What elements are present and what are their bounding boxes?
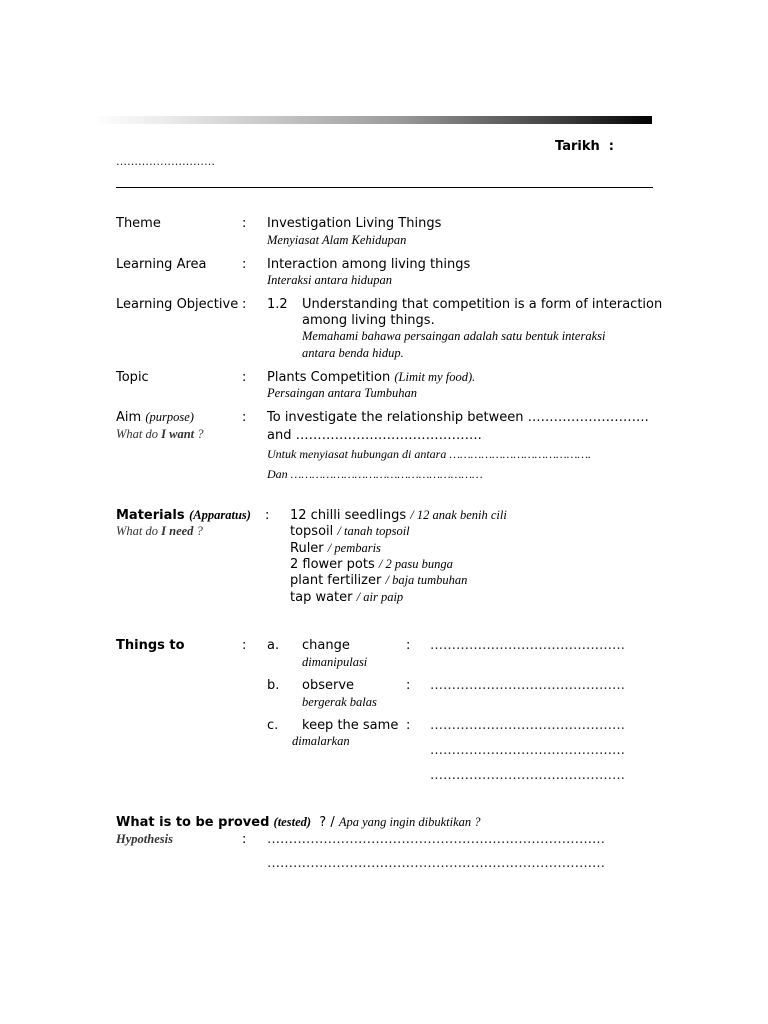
theme-label: Theme <box>116 216 161 231</box>
learning-objective-translation-line2: antara benda hidup. <box>302 346 404 360</box>
variable-answer-dots: ……………………………………… <box>430 768 625 783</box>
topic-value: Plants Competition (Limit my food). <box>267 370 476 385</box>
hypothesis-label: Hypothesis <box>116 832 173 846</box>
variable-colon: : <box>406 638 411 653</box>
variable-label: observe <box>302 678 355 693</box>
variable-answer-dots: ……………………………………… <box>430 638 625 653</box>
variable-colon: : <box>406 718 411 733</box>
learning-objective-translation-line1: Memahami bahawa persaingan adalah satu bentuk interaksi <box>302 329 606 343</box>
learning-area-colon: : <box>242 257 247 272</box>
learning-objective-value-line1: Understanding that competition is a form of interaction <box>302 297 663 312</box>
variable-label: change <box>302 638 350 653</box>
learning-area-label: Learning Area <box>116 257 207 272</box>
materials-label: Materials (Apparatus) <box>116 508 251 523</box>
learning-objective-label: Learning Objective <box>116 297 239 312</box>
theme-translation: Menyiasat Alam Kehidupan <box>267 233 407 247</box>
hypothesis-title: What is to be proved (tested) ? / Apa yang ingin dibuktikan ? <box>116 815 481 830</box>
aim-line2: and ……………………………………. <box>267 428 482 443</box>
header-divider <box>116 187 653 188</box>
date-dots: ……………………… <box>116 155 215 168</box>
material-item: plant fertilizer / baja tumbuhan <box>290 573 468 588</box>
variable-answer-dots: ……………………………………… <box>430 678 625 693</box>
variable-answer-dots: ……………………………………… <box>430 718 625 733</box>
material-item: 12 chilli seedlings / 12 anak benih cili <box>290 508 507 523</box>
topic-colon: : <box>242 370 247 385</box>
things-to-label: Things to <box>116 638 185 653</box>
variable-translation: dimanipulasi <box>302 655 368 669</box>
aim-colon: : <box>242 410 247 425</box>
topic-label: Topic <box>116 370 149 385</box>
materials-colon: : <box>265 508 270 523</box>
aim-sublabel: What do I want ? <box>116 427 204 441</box>
variable-letter: b. <box>267 678 280 693</box>
variable-answer-dots: ……………………………………… <box>430 743 625 758</box>
hypothesis-colon: : <box>242 832 247 847</box>
material-item: 2 flower pots / 2 pasu bunga <box>290 557 453 572</box>
theme-value: Investigation Living Things <box>267 216 442 231</box>
learning-objective-value-line2: among living things. <box>302 313 435 328</box>
material-item: Ruler / pembaris <box>290 541 381 556</box>
variable-translation: dimalarkan <box>292 734 350 748</box>
aim-line4: Dan ……………………………………………… <box>267 467 483 481</box>
date-label: Tarikh : <box>555 139 614 154</box>
aim-line1: To investigate the relationship between ………………………. <box>267 410 649 425</box>
variable-label: keep the same <box>302 718 399 733</box>
learning-objective-colon: : <box>242 297 247 312</box>
hypothesis-answer-line: …………………………………………………………………… <box>267 856 605 871</box>
aim-line3: Untuk menyiasat hubungan di antara …………………………………. <box>267 447 592 461</box>
variable-translation: bergerak balas <box>302 695 377 709</box>
variable-letter: a. <box>267 638 280 653</box>
material-item: tap water / air paip <box>290 590 404 605</box>
hypothesis-answer-line: …………………………………………………………………… <box>267 832 605 847</box>
variable-colon: : <box>406 678 411 693</box>
variable-letter: c. <box>267 718 279 733</box>
materials-sublabel: What do I need ? <box>116 524 203 538</box>
header-gradient-bar <box>92 116 652 124</box>
learning-area-translation: Interaksi antara hidupan <box>267 273 392 287</box>
material-item: topsoil / tanah topsoil <box>290 524 410 539</box>
learning-area-value: Interaction among living things <box>267 257 471 272</box>
learning-objective-number: 1.2 <box>267 297 288 312</box>
things-to-colon: : <box>242 638 247 653</box>
theme-colon: : <box>242 216 247 231</box>
topic-translation: Persaingan antara Tumbuhan <box>267 386 418 400</box>
aim-label: Aim (purpose) <box>116 410 194 425</box>
